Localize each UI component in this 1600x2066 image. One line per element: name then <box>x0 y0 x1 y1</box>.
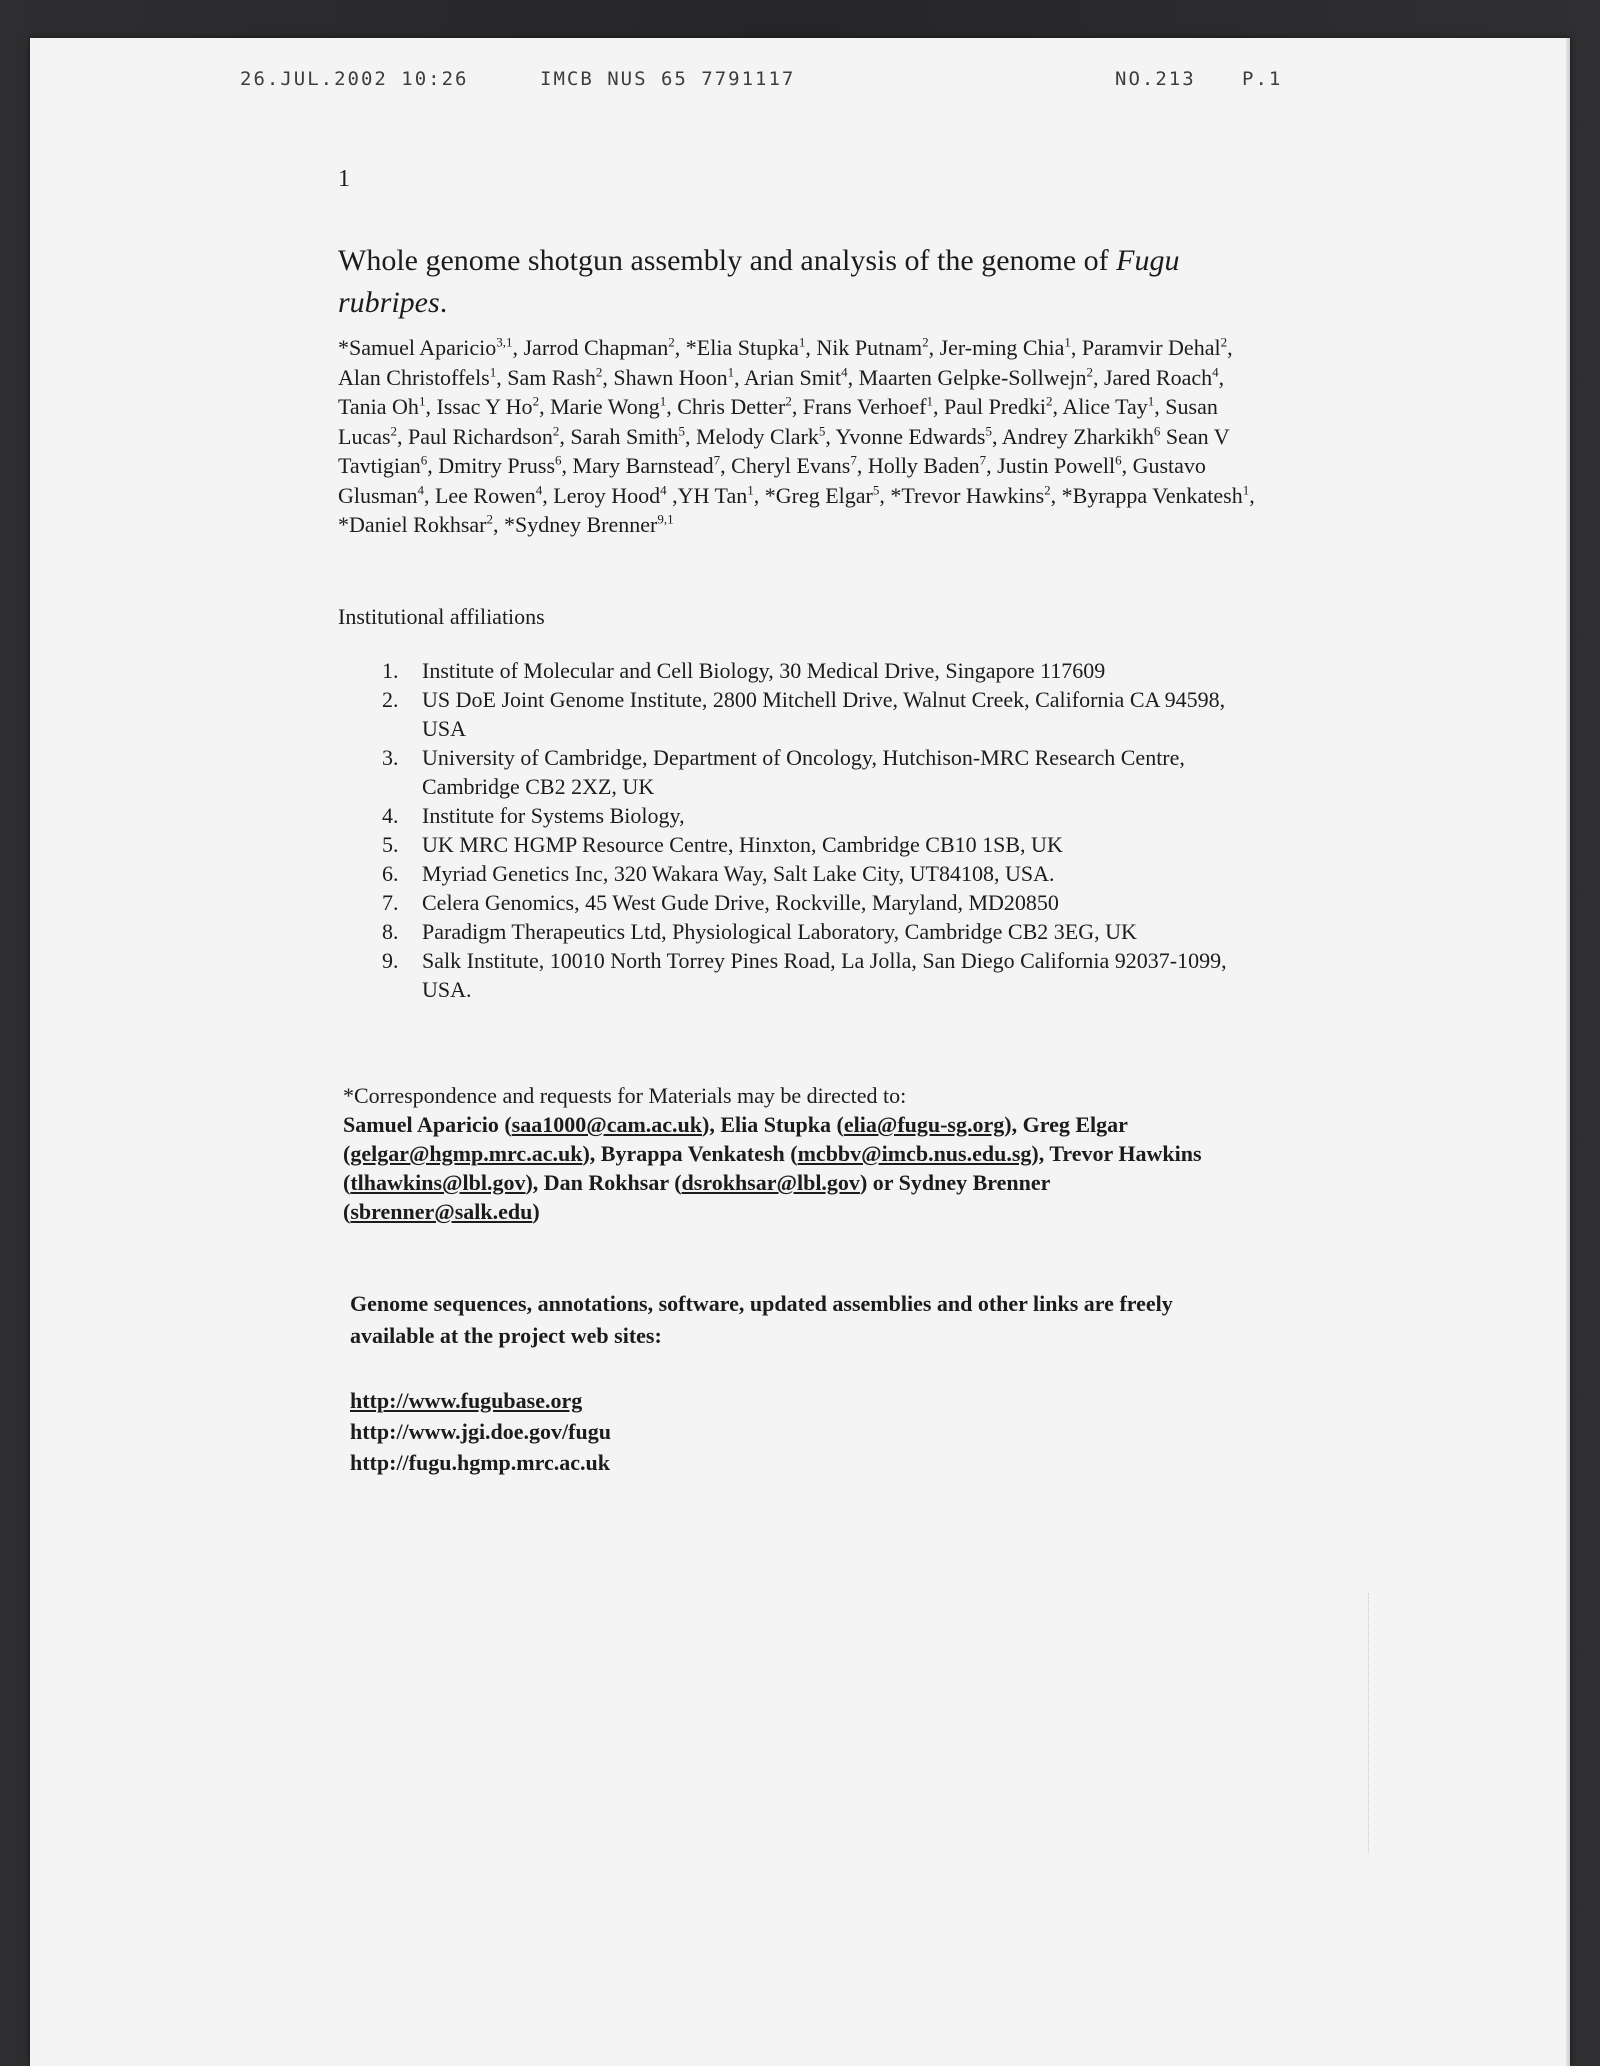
author-name: Leroy Hood <box>553 482 661 508</box>
author-separator: , <box>674 335 686 360</box>
paper-edge <box>1566 38 1570 2066</box>
author-separator: , <box>986 453 998 478</box>
affiliation-item <box>382 946 1262 1004</box>
author-separator: , <box>1121 453 1133 478</box>
author-affiliation-marker: 2 <box>922 334 929 350</box>
affiliation-item <box>382 801 1262 830</box>
contact-email[interactable]: elia@fugu-sg.org <box>843 1112 1005 1137</box>
author-separator: , <box>559 423 571 449</box>
author-name: Jared Roach <box>1104 364 1213 390</box>
paren: ( <box>831 1112 844 1137</box>
affiliation-number: 4. <box>382 803 399 828</box>
author-affiliation-marker: 2 <box>1220 334 1228 350</box>
author-name: *Byrappa Venkatesh <box>1061 482 1243 508</box>
author-affiliation-marker: 1 <box>1242 482 1250 498</box>
author-affiliation-marker: 2 <box>552 423 560 439</box>
author-separator: , <box>932 394 944 419</box>
author-affiliation-marker: 6 <box>1153 423 1161 439</box>
paren: ( <box>498 1112 512 1137</box>
project-link[interactable]: http://www.jgi.doe.gov/fugu <box>350 1419 611 1444</box>
affiliation-item <box>382 830 1262 859</box>
author-separator: , <box>928 335 940 360</box>
author-separator: , <box>847 364 859 390</box>
paren: ) <box>859 1170 868 1195</box>
affiliation-item <box>382 656 1262 685</box>
affiliation-number: 2. <box>382 687 399 712</box>
author-affiliation-marker: 1 <box>747 482 754 498</box>
contact-separator: , <box>589 1141 601 1166</box>
author-name: Justin Powell <box>997 453 1116 478</box>
paren: ) <box>532 1199 540 1224</box>
author-separator: , <box>427 453 439 478</box>
author-affiliation-marker: 2 <box>1086 364 1093 380</box>
affiliation-number: 6. <box>382 861 399 886</box>
contact-separator: , <box>532 1170 544 1195</box>
author-separator: , <box>856 453 868 478</box>
affiliation-number: 9. <box>382 948 399 973</box>
author-separator: , <box>1154 394 1166 419</box>
author-name: Chris Detter <box>677 394 786 419</box>
author-affiliation-marker: 7 <box>979 452 987 468</box>
author-separator: , <box>512 335 524 360</box>
author-separator: , <box>1070 335 1082 360</box>
author-name: Marie Wong <box>550 394 660 419</box>
author-affiliation-marker: 4 <box>417 482 424 498</box>
fax-header <box>30 56 1570 96</box>
author-name: Jarrod Chapman <box>523 335 669 360</box>
paren: ( <box>343 1170 351 1195</box>
affiliation-text: Institute of Molecular and Cell Biology, 30 Medical Drive, Singapore 117609 <box>422 658 1106 683</box>
page-number: 1 <box>338 166 350 192</box>
paren: ) <box>1031 1141 1039 1166</box>
author-separator: , <box>720 453 732 478</box>
author-affiliation-marker: 5 <box>872 482 880 498</box>
author-separator: , <box>753 482 765 508</box>
author-affiliation-marker: 4 <box>535 482 543 498</box>
author-name: Paul Richardson <box>408 423 553 449</box>
fax-page: P.1 <box>1242 68 1283 90</box>
author-name: Holly Baden <box>867 453 980 478</box>
correspondence-block <box>343 1081 1223 1226</box>
author-name: Andrey Zharkikh <box>1001 423 1154 449</box>
author-affiliation-marker: 7 <box>713 452 721 468</box>
availability-note: Genome sequences, annotations, software, updated assemblies and other links are freely available at the project web sites: <box>350 1291 1173 1348</box>
author-name: Lee Rowen <box>434 482 536 508</box>
paren: ( <box>784 1141 798 1166</box>
affiliation-text: Myriad Genetics Inc, 320 Wakara Way, Salt Lake City, UT84108, USA. <box>422 861 1055 886</box>
contact-name: Sydney Brenner <box>898 1170 1051 1195</box>
affiliation-text: Salk Institute, 10010 North Torrey Pines Road, La Jolla, San Diego California 92037-1099, USA. <box>422 948 1227 1002</box>
author-affiliation-marker: 4 <box>1212 364 1219 380</box>
author-separator: , <box>805 335 817 360</box>
author-name: Sarah Smith <box>570 423 679 449</box>
affiliation-number: 7. <box>382 890 399 915</box>
author-separator: , <box>496 364 508 390</box>
affiliation-list <box>382 656 1262 1004</box>
author-separator: , <box>666 482 678 508</box>
author-affiliation-marker: 1 <box>1147 393 1155 409</box>
author-separator: , <box>1249 482 1255 508</box>
author-separator: , <box>991 423 1002 449</box>
contact-email[interactable]: gelgar@hgmp.mrc.ac.uk <box>350 1141 583 1166</box>
author-affiliation-marker: 5 <box>818 423 826 439</box>
author-separator: , <box>492 512 504 537</box>
author-affiliation-marker: 1 <box>727 364 735 380</box>
author-name: Dmitry Pruss <box>438 453 556 478</box>
affiliation-item <box>382 888 1262 917</box>
author-affiliation-marker: 1 <box>798 334 806 350</box>
contact-separator: , <box>709 1112 721 1137</box>
author-name: Sean V Tavtigian <box>338 423 1230 478</box>
project-link[interactable]: http://fugu.hgmp.mrc.ac.uk <box>350 1450 610 1475</box>
contact-separator: , <box>1011 1112 1023 1137</box>
author-name: *Greg Elgar <box>764 482 873 508</box>
paren: ) <box>1004 1112 1012 1137</box>
author-affiliation-marker: 2 <box>1044 482 1051 498</box>
affiliation-item <box>382 859 1262 888</box>
author-separator: , <box>539 394 551 419</box>
author-name: Shawn Hoon <box>613 364 728 390</box>
affiliation-text: UK MRC HGMP Resource Centre, Hinxton, Cambridge CB10 1SB, UK <box>422 832 1063 857</box>
author-name: Susan Lucas <box>338 394 1218 449</box>
paper-title <box>338 240 1258 324</box>
author-name: *Sydney Brenner <box>503 512 658 537</box>
author-affiliation-marker: 2 <box>390 423 398 439</box>
document-page <box>30 38 1570 2066</box>
author-separator: , <box>879 482 891 508</box>
author-separator: , <box>685 423 697 449</box>
author-name: *Elia Stupka <box>685 335 799 360</box>
author-affiliation-marker: 6 <box>420 452 428 468</box>
contact-separator: or <box>867 1170 899 1195</box>
contact-name: Trevor Hawkins <box>1049 1141 1202 1166</box>
affiliation-text: Paradigm Therapeutics Ltd, Physiological Laboratory, Cambridge CB2 3EG, UK <box>422 919 1137 944</box>
paren: ) <box>525 1170 533 1195</box>
title-end: . <box>439 286 448 319</box>
author-separator: , <box>542 482 554 508</box>
author-affiliation-marker: 1 <box>659 393 667 409</box>
author-name: Paramvir Dehal <box>1081 335 1221 360</box>
affiliation-text: Institute for Systems Biology, <box>422 803 685 828</box>
author-name: Gustavo Glusman <box>338 453 1206 508</box>
author-separator: , <box>734 364 744 390</box>
affiliation-number: 1. <box>382 658 399 683</box>
author-separator: , <box>602 364 614 390</box>
contact-email[interactable]: mcbbv@imcb.nus.edu.sg <box>797 1141 1032 1166</box>
author-affiliation-marker: 6 <box>1115 452 1122 468</box>
affiliation-item <box>382 743 1262 801</box>
scan-artifact <box>1368 1593 1370 1853</box>
paren: ) <box>582 1141 590 1166</box>
contact-name: Dan Rokhsar <box>543 1170 669 1195</box>
contact-email[interactable]: sbrenner@salk.edu <box>350 1199 533 1224</box>
author-name: Jer-ming Chia <box>939 335 1065 360</box>
paren: ( <box>668 1170 682 1195</box>
paren: ( <box>343 1141 351 1166</box>
author-name: *Samuel Aparicio <box>338 335 497 360</box>
author-affiliation-marker: 7 <box>850 452 857 468</box>
fax-date-time: 26.JUL.2002 10:26 <box>240 68 469 90</box>
affiliation-item <box>382 917 1262 946</box>
author-name: Nik Putnam <box>816 335 923 360</box>
author-affiliation-marker: 1 <box>1064 334 1071 350</box>
paren: ( <box>343 1199 351 1224</box>
author-separator: , <box>1227 335 1233 360</box>
author-affiliation-marker: 1 <box>489 364 497 380</box>
author-separator: , <box>1093 364 1104 390</box>
author-affiliation-marker: 4 <box>841 364 848 380</box>
contact-list <box>343 1112 1202 1224</box>
project-links <box>350 1385 611 1478</box>
author-affiliation-marker: 5 <box>985 423 992 439</box>
contact-name: Elia Stupka <box>720 1112 832 1137</box>
contact-email[interactable]: tlhawkins@lbl.gov <box>350 1170 526 1195</box>
author-name: Issac Y Ho <box>436 394 533 419</box>
author-separator: , <box>1050 482 1062 508</box>
affiliation-text: US DoE Joint Genome Institute, 2800 Mitchell Drive, Walnut Creek, California CA 94598, USA <box>422 687 1226 741</box>
contact-email[interactable]: saa1000@cam.ac.uk <box>511 1112 703 1137</box>
author-affiliation-marker: 6 <box>555 452 562 468</box>
author-affiliation-marker: 3,1 <box>496 334 513 350</box>
author-name: Paul Predki <box>943 394 1047 419</box>
affiliation-text: Celera Genomics, 45 West Gude Drive, Rockville, Maryland, MD20850 <box>422 890 1059 915</box>
affiliation-number: 5. <box>382 832 399 857</box>
author-name: Maarten Gelpke-Sollwejn <box>858 364 1087 390</box>
author-separator: , <box>791 394 803 419</box>
title-text: Whole genome shotgun assembly and analysis of the genome of <box>338 244 1117 277</box>
author-affiliation-marker: 2 <box>785 393 792 409</box>
author-name: YH Tan <box>677 482 748 508</box>
author-affiliation-marker: 1 <box>926 393 933 409</box>
title-species: Fugu rubripes <box>338 244 1180 319</box>
author-separator: , <box>561 453 573 478</box>
author-affiliation-marker: 2 <box>595 364 603 380</box>
author-affiliation-marker: 2 <box>486 511 493 527</box>
fax-sender: IMCB NUS 65 7791117 <box>540 68 796 90</box>
author-name: Alice Tay <box>1062 394 1148 419</box>
author-affiliation-marker: 2 <box>532 393 540 409</box>
author-separator: , <box>425 394 437 419</box>
affiliation-text: University of Cambridge, Department of Oncology, Hutchison-MRC Research Centre, Cambridge CB2 2XZ, UK <box>422 745 1185 799</box>
author-affiliation-marker: 4 <box>660 482 667 498</box>
author-separator: , <box>825 423 836 449</box>
author-separator: , <box>423 482 435 508</box>
affiliations-heading: Institutional affiliations <box>338 604 545 629</box>
author-name: Tania Oh <box>338 394 419 419</box>
author-name: Mary Barnstead <box>572 453 714 478</box>
contact-email[interactable]: dsrokhsar@lbl.gov <box>681 1170 860 1195</box>
author-affiliation-marker: 1 <box>418 393 426 409</box>
affiliation-number: 3. <box>382 745 399 770</box>
author-separator: , <box>1218 364 1225 390</box>
author-separator: , <box>1052 394 1063 419</box>
author-affiliation-marker: 5 <box>678 423 686 439</box>
author-name: Yvonne Edwards <box>835 423 986 449</box>
author-name: Arian Smit <box>743 364 842 390</box>
author-affiliation-marker: 9,1 <box>657 511 674 527</box>
author-separator: , <box>666 394 678 419</box>
correspondence-lead: *Correspondence and requests for Materials may be directed to: <box>343 1083 907 1108</box>
author-name: Melody Clark <box>696 423 819 449</box>
contact-name: Greg Elgar <box>1022 1112 1128 1137</box>
author-separator: , <box>397 423 409 449</box>
author-affiliation-marker: 2 <box>668 334 675 350</box>
author-name: Frans Verhoef <box>802 394 927 419</box>
contact-name: Byrappa Venkatesh <box>600 1141 785 1166</box>
author-name: *Daniel Rokhsar <box>338 512 487 537</box>
author-name: Alan Christoffels <box>338 364 490 390</box>
fax-number: NO.213 <box>1115 68 1196 90</box>
author-name: Cheryl Evans <box>731 453 851 478</box>
author-affiliation-marker: 2 <box>1046 393 1053 409</box>
paren: ) <box>702 1112 710 1137</box>
affiliation-item <box>382 685 1262 743</box>
contact-name: Samuel Aparicio <box>343 1112 499 1137</box>
affiliation-number: 8. <box>382 919 399 944</box>
contact-separator: , <box>1038 1141 1050 1166</box>
author-name: Sam Rash <box>507 364 596 390</box>
author-name: *Trevor Hawkins <box>890 482 1045 508</box>
author-list <box>338 333 1268 540</box>
project-link[interactable]: http://www.fugubase.org <box>350 1388 583 1413</box>
